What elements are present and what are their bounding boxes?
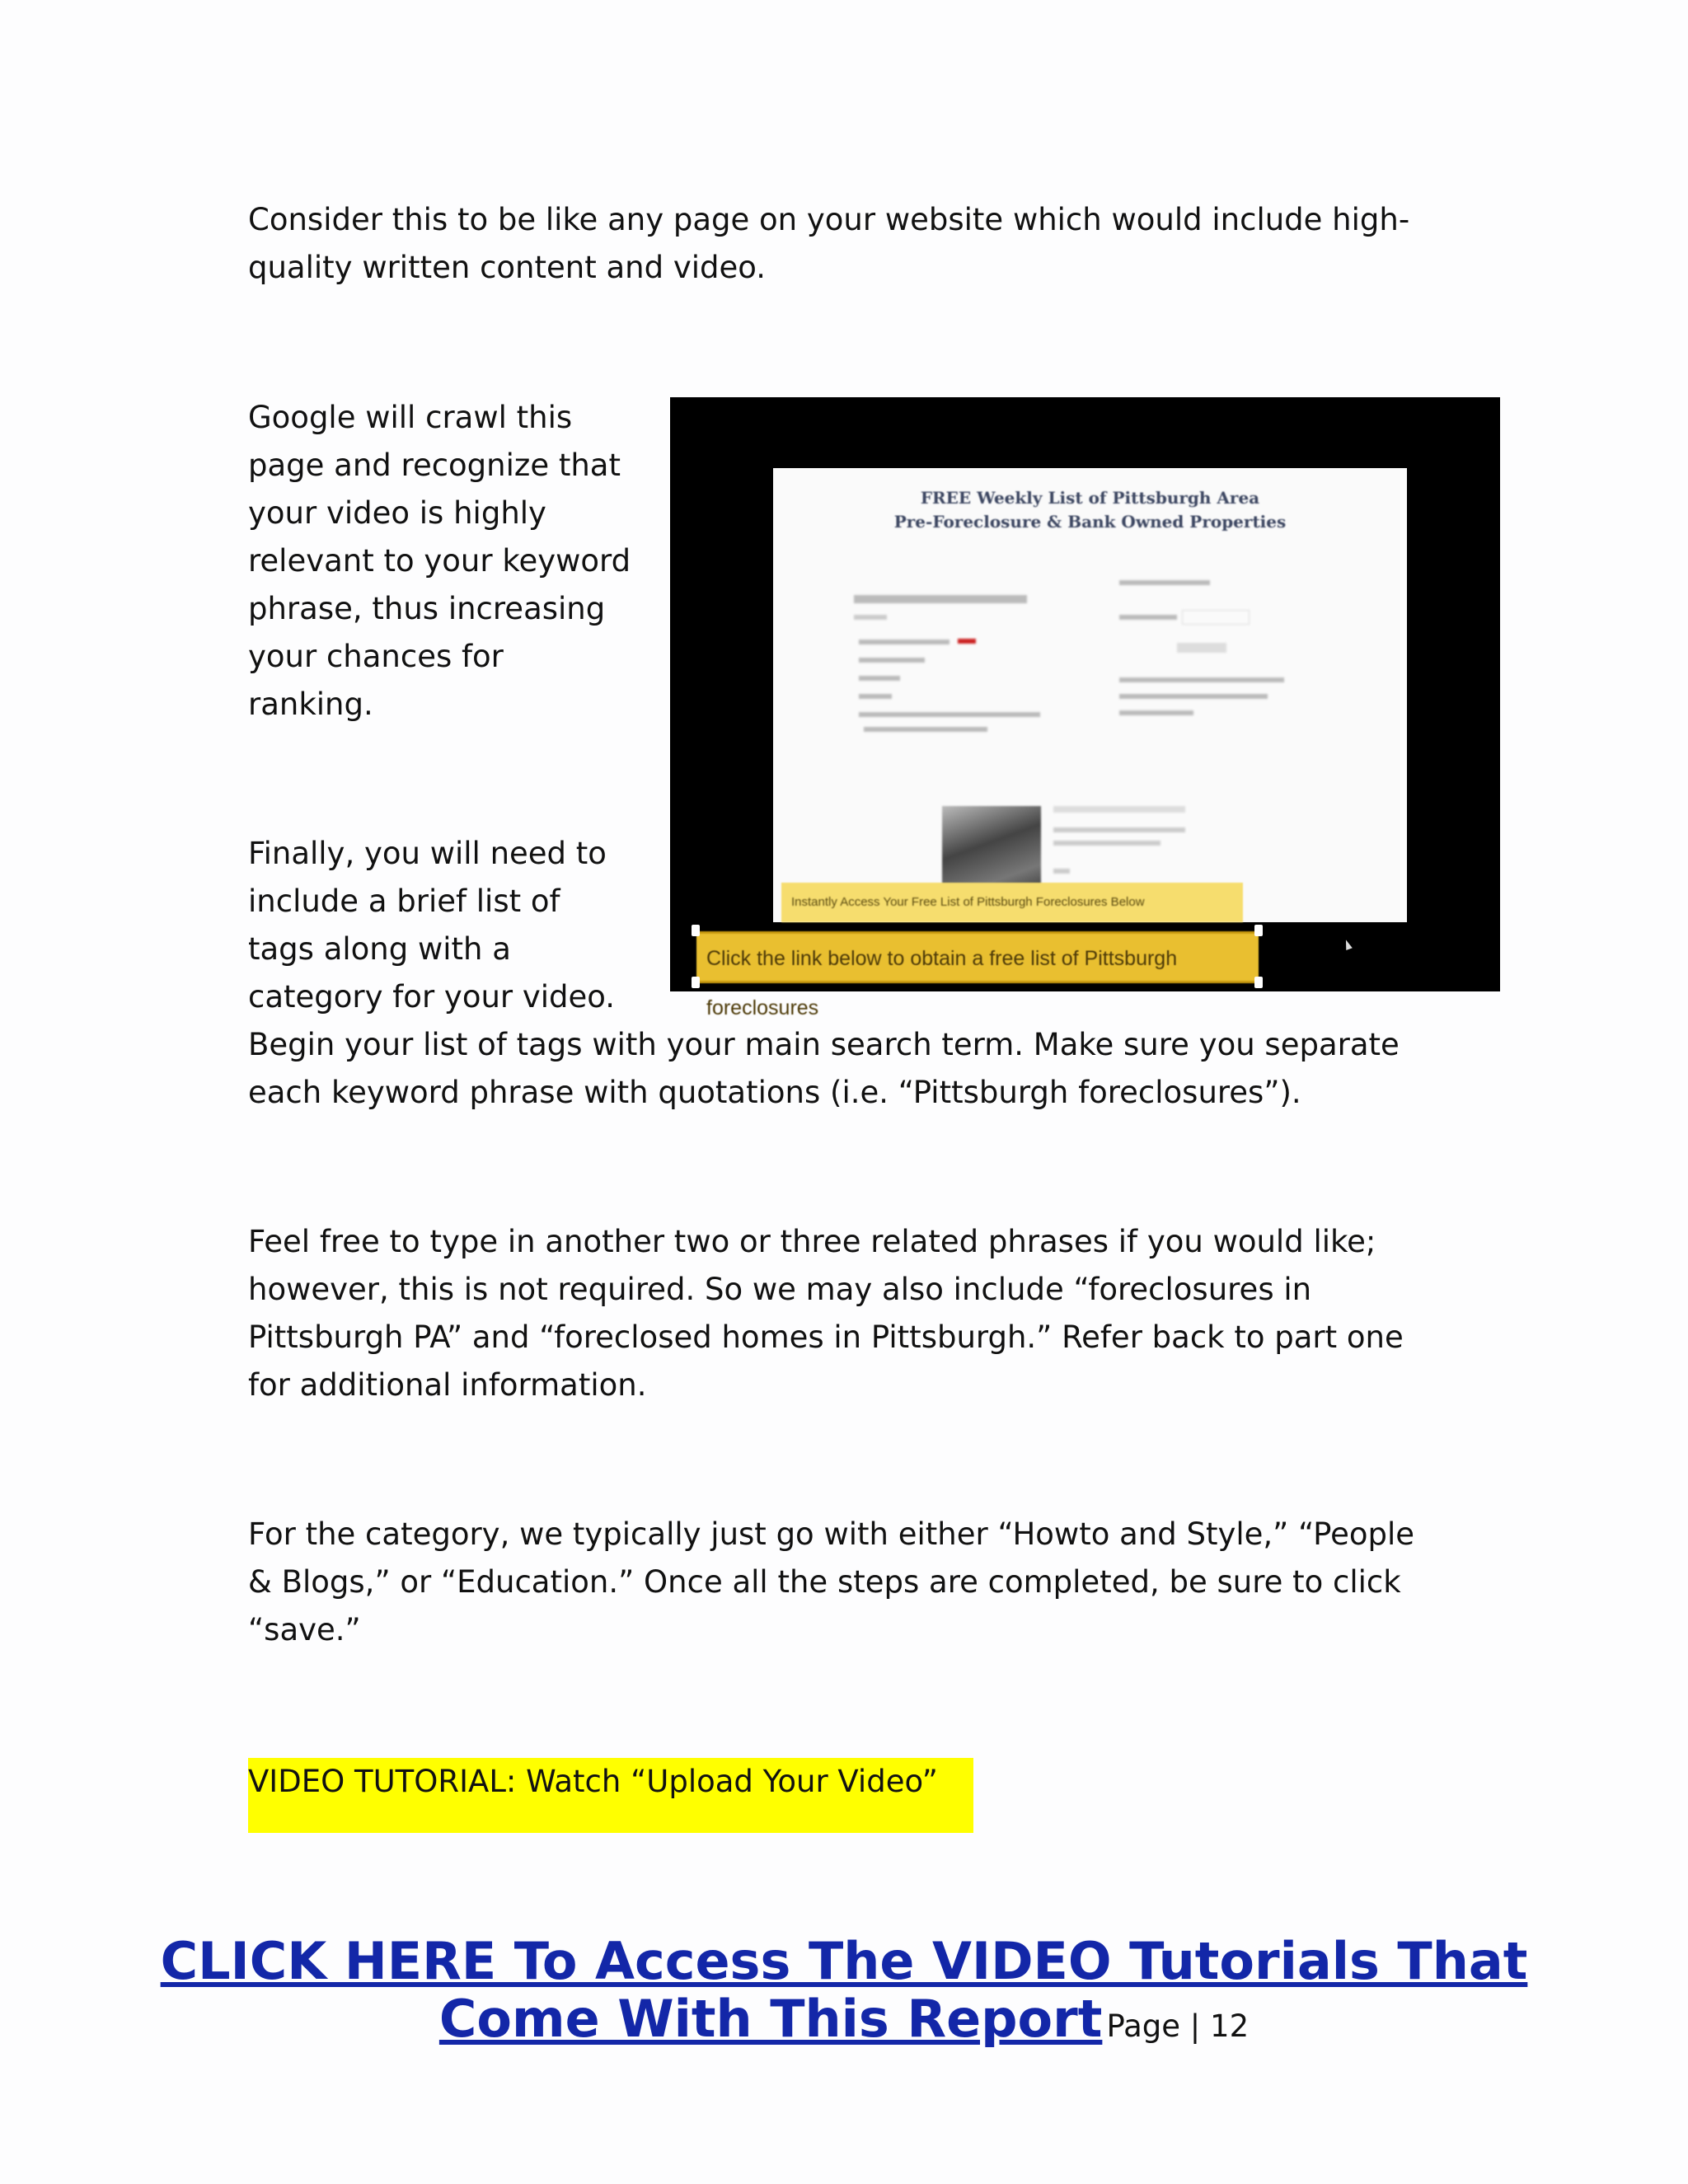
video-screenshot[interactable] <box>670 397 1500 1019</box>
text-line: & Blogs,” or “Education.” Once all the steps are completed, be sure to click <box>248 1564 1401 1600</box>
video-caption: Click the link below to obtain a free list of Pittsburgh foreclosures <box>696 931 1259 983</box>
text-line: your video is highly <box>248 495 546 531</box>
category-paragraph <box>248 1511 1414 1654</box>
video-page-title <box>773 486 1407 534</box>
cta-link-line2[interactable]: Come With This Report <box>438 1989 1103 2049</box>
text-line: Consider this to be like any page on your website which would include high- <box>248 202 1410 237</box>
cta-link-line1[interactable]: CLICK HERE To Access The VIDEO Tutorials That <box>160 1931 1528 1991</box>
cta-block <box>0 1933 1688 2048</box>
video-tutorial-label: VIDEO TUTORIAL: Watch “Upload Your Video” <box>248 1764 938 1799</box>
text-line: each keyword phrase with quotations (i.e. “Pittsburgh foreclosures”). <box>248 1075 1301 1110</box>
text-line: your chances for <box>248 639 504 674</box>
title-line: Pre-Foreclosure & Bank Owned Properties <box>893 512 1287 532</box>
text-line: Begin your list of tags with your main search term. Make sure you separate <box>248 1027 1400 1062</box>
feel-free-paragraph <box>248 1218 1404 1409</box>
resize-handle <box>1254 977 1263 988</box>
text-line: Pittsburgh PA” and “foreclosed homes in Pittsburgh.” Refer back to part one <box>248 1319 1404 1355</box>
text-line: quality written content and video. <box>248 250 767 285</box>
text-line: Finally, you will need to <box>248 836 607 871</box>
video-webpage-frame <box>773 468 1407 922</box>
text-line: category for your video. <box>248 979 616 1015</box>
resize-handle <box>1254 925 1263 936</box>
text-line: ranking. <box>248 687 373 722</box>
text-line: “save.” <box>248 1612 361 1647</box>
text-line: for additional information. <box>248 1367 647 1403</box>
page-number: Page | 12 <box>1106 2008 1250 2044</box>
intro-paragraph <box>248 196 1409 292</box>
text-line: Google will crawl this <box>248 400 573 435</box>
blurred-form <box>1119 575 1325 757</box>
text-line: phrase, thus increasing <box>248 591 606 626</box>
resize-handle <box>692 925 700 936</box>
text-line: page and recognize that <box>248 448 621 483</box>
video-tutorial-highlight[interactable] <box>248 1758 973 1833</box>
blurred-list <box>854 592 1052 748</box>
text-line: include a brief list of <box>248 883 560 919</box>
crawl-paragraph <box>248 394 631 729</box>
text-line: For the category, we typically just go with either “Howto and Style,” “People <box>248 1516 1415 1552</box>
text-line: tags along with a <box>248 931 511 967</box>
title-line: FREE Weekly List of Pittsburgh Area <box>920 488 1260 508</box>
mouse-cursor-icon <box>1343 939 1353 950</box>
finally-paragraph <box>248 830 615 1021</box>
resize-handle <box>692 977 700 988</box>
video-inner-banner: Instantly Access Your Free List of Pittsburgh Foreclosures Below <box>781 883 1243 922</box>
begin-paragraph <box>248 1021 1400 1117</box>
text-line: however, this is not required. So we may also include “foreclosures in <box>248 1272 1312 1307</box>
text-line: Feel free to type in another two or three related phrases if you would like; <box>248 1224 1376 1259</box>
text-line: relevant to your keyword <box>248 543 631 579</box>
